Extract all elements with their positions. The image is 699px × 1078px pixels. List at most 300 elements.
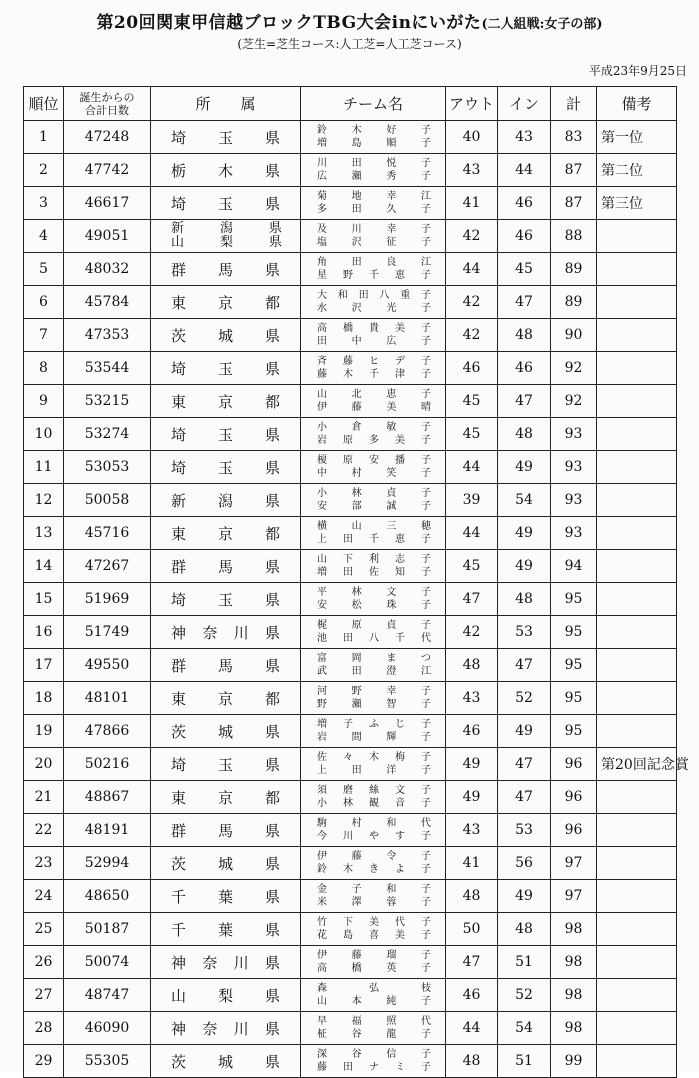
in-score-cell: 56 [498,847,551,880]
team-cell [301,649,446,682]
team-member-name: 金子和子 [317,884,431,895]
team-member-name: 榎原安播子 [317,455,431,466]
remark-cell [597,1045,677,1078]
rank-cell: 13 [24,517,64,550]
affiliation-cell: 神奈川県 [151,1012,301,1045]
rank-cell: 18 [24,682,64,715]
total-score-cell: 87 [551,187,597,220]
team-member-name: 伊藤美晴 [317,402,431,413]
table-row [24,352,677,385]
remark-cell [597,286,677,319]
header-in: イン [498,87,551,121]
team-member-name: 藤木千津子 [317,369,431,380]
in-score-cell: 48 [498,583,551,616]
affiliation-cell: 神奈川県 [151,616,301,649]
team-member-name: 今川やす子 [317,831,431,842]
title-sub: (二人組戦:女子の部) [481,17,603,32]
out-score-cell: 48 [446,649,498,682]
team-member-name: 岩原多美子 [317,435,431,446]
birth-days-cell: 45716 [64,517,151,550]
team-member-name: 駒村和代 [317,818,431,829]
total-score-cell: 96 [551,814,597,847]
team-member-name: 武田澄江 [317,666,431,677]
team-member-name: 増子ふじ子 [317,719,431,730]
rank-cell: 16 [24,616,64,649]
team-member-name: 平林文子 [317,587,431,598]
team-member-name: 花島喜美子 [317,930,431,941]
affiliation-cell: 新潟県 [151,484,301,517]
in-score-cell: 47 [498,649,551,682]
out-score-cell: 46 [446,352,498,385]
total-score-cell: 90 [551,319,597,352]
out-score-cell: 41 [446,847,498,880]
remark-cell [597,583,677,616]
out-score-cell: 47 [446,946,498,979]
results-body [24,121,689,1078]
team-member-name: 須磨絲文子 [317,785,431,796]
team-member-name: 柾谷龍子 [317,1029,431,1040]
remark-cell [597,880,677,913]
remark-cell [597,550,677,583]
birth-days-cell: 53053 [64,451,151,484]
out-score-cell: 42 [446,286,498,319]
remark-cell: 第20回記念賞 [597,748,677,781]
table-row [24,814,677,847]
birth-days-cell: 50074 [64,946,151,979]
birth-days-cell: 53274 [64,418,151,451]
remark-cell [597,451,677,484]
team-cell [301,583,446,616]
team-member-name: 中村笑子 [317,468,431,479]
in-score-cell: 54 [498,484,551,517]
in-score-cell: 43 [498,121,551,154]
out-score-cell: 42 [446,319,498,352]
total-score-cell: 87 [551,154,597,187]
table-row [24,781,677,814]
remark-cell [597,352,677,385]
affiliation-cell: 群馬県 [151,814,301,847]
total-score-cell: 98 [551,946,597,979]
rank-cell: 5 [24,253,64,286]
team-cell [301,880,446,913]
affiliation-cell: 東京都 [151,385,301,418]
remark-cell [597,319,677,352]
total-score-cell: 88 [551,220,597,253]
total-score-cell: 95 [551,616,597,649]
team-cell [301,1012,446,1045]
team-member-name: 田中広子 [317,336,431,347]
event-date: 平成23年9月25日 [588,64,687,78]
birth-days-cell: 48032 [64,253,151,286]
birth-days-cell: 51969 [64,583,151,616]
total-score-cell: 93 [551,451,597,484]
affiliation-cell: 茨城県 [151,319,301,352]
total-score-cell: 93 [551,418,597,451]
affiliation-cell: 群馬県 [151,550,301,583]
in-score-cell: 52 [498,682,551,715]
header-birth-line1: 誕生からの [79,90,135,104]
course-note: (芝生=芝生コース:人工芝=人工芝コース) [237,37,462,51]
remark-cell [597,715,677,748]
out-score-cell: 46 [446,979,498,1012]
team-member-name: 安部誠子 [317,501,431,512]
birth-days-cell: 48101 [64,682,151,715]
table-row [24,1045,677,1078]
remark-cell: 第三位 [597,187,677,220]
birth-days-cell: 46617 [64,187,151,220]
in-score-cell: 47 [498,748,551,781]
rank-cell: 4 [24,220,64,253]
table-row [24,715,677,748]
document-title [0,8,699,33]
out-score-cell: 47 [446,583,498,616]
team-member-name: 山北恵子 [317,389,431,400]
birth-days-cell: 50187 [64,913,151,946]
team-member-name: 山下利志子 [317,554,431,565]
team-cell [301,979,446,1012]
in-score-cell: 53 [498,616,551,649]
affiliation-cell: 東京都 [151,286,301,319]
remark-cell: 第二位 [597,154,677,187]
table-row [24,451,677,484]
title-main: 第20回関東甲信越ブロックTBG大会inにいがた [96,13,482,33]
team-cell [301,253,446,286]
team-member-name: 山本純子 [317,996,431,1007]
rank-cell: 7 [24,319,64,352]
table-row [24,517,677,550]
remark-cell [597,814,677,847]
team-cell [301,385,446,418]
total-score-cell: 95 [551,583,597,616]
affiliation-cell: 茨城県 [151,1045,301,1078]
team-cell [301,781,446,814]
team-cell [301,682,446,715]
out-score-cell: 45 [446,550,498,583]
in-score-cell: 48 [498,418,551,451]
affiliation-cell: 埼玉県 [151,451,301,484]
rank-cell: 21 [24,781,64,814]
table-row [24,418,677,451]
team-cell [301,517,446,550]
table-row [24,121,677,154]
team-member-name: 星野千恵子 [317,270,431,281]
affiliation-cell: 茨城県 [151,847,301,880]
team-member-name: 池田八千代 [317,633,431,644]
birth-days-cell: 53544 [64,352,151,385]
table-row [24,946,677,979]
table-row [24,616,677,649]
total-score-cell: 95 [551,715,597,748]
in-score-cell: 49 [498,451,551,484]
affiliation-name: 新潟県 [171,221,282,236]
affiliation-cell: 栃木県 [151,154,301,187]
rank-cell: 24 [24,880,64,913]
out-score-cell: 43 [446,814,498,847]
out-score-cell: 44 [446,451,498,484]
rank-cell: 11 [24,451,64,484]
header-total: 計 [551,87,597,121]
table-row [24,319,677,352]
team-member-name: 伊藤令子 [317,851,431,862]
team-cell [301,121,446,154]
table-row [24,385,677,418]
birth-days-cell: 46090 [64,1012,151,1045]
total-score-cell: 83 [551,121,597,154]
remark-cell [597,517,677,550]
out-score-cell: 42 [446,220,498,253]
rank-cell: 27 [24,979,64,1012]
results-table [23,86,689,1078]
birth-days-cell: 47866 [64,715,151,748]
header-team: チーム名 [301,87,446,121]
table-row [24,286,677,319]
in-score-cell: 49 [498,550,551,583]
header-out: アウト [446,87,498,121]
header-birth-line2: 合計日数 [85,103,129,117]
total-score-cell: 95 [551,649,597,682]
remark-cell [597,1012,677,1045]
rank-cell: 8 [24,352,64,385]
team-member-name: 塩沢征子 [317,237,431,248]
team-member-name: 鈴木きよ子 [317,864,431,875]
team-member-name: 上田千恵子 [317,534,431,545]
in-score-cell: 54 [498,1012,551,1045]
remark-cell [597,484,677,517]
table-row [24,1012,677,1045]
team-member-name: 大和田八重子 [317,290,431,301]
table-row [24,913,677,946]
out-score-cell: 42 [446,616,498,649]
out-score-cell: 45 [446,385,498,418]
rank-cell: 1 [24,121,64,154]
total-score-cell: 93 [551,517,597,550]
out-score-cell: 43 [446,682,498,715]
birth-days-cell: 49550 [64,649,151,682]
in-score-cell: 48 [498,319,551,352]
team-cell [301,154,446,187]
in-score-cell: 51 [498,1045,551,1078]
birth-days-cell: 55305 [64,1045,151,1078]
table-row [24,880,677,913]
rank-cell: 17 [24,649,64,682]
team-member-name: 竹下美代子 [317,917,431,928]
rank-cell: 3 [24,187,64,220]
team-cell [301,814,446,847]
table-row [24,748,677,781]
affiliation-cell: 埼玉県 [151,418,301,451]
team-cell [301,616,446,649]
total-score-cell: 89 [551,286,597,319]
team-member-name: 菊地幸江 [317,191,431,202]
rank-cell: 22 [24,814,64,847]
in-score-cell: 52 [498,979,551,1012]
affiliation-cell: 東京都 [151,781,301,814]
team-cell [301,319,446,352]
total-score-cell: 96 [551,748,597,781]
in-score-cell: 48 [498,913,551,946]
in-score-cell: 45 [498,253,551,286]
affiliation-cell: 神奈川県 [151,946,301,979]
birth-days-cell: 53215 [64,385,151,418]
team-cell [301,352,446,385]
rank-cell: 2 [24,154,64,187]
remark-cell [597,418,677,451]
affiliation-cell: 群馬県 [151,253,301,286]
team-member-name: 米澤蓉子 [317,897,431,908]
in-score-cell: 44 [498,154,551,187]
rank-cell: 26 [24,946,64,979]
in-score-cell: 46 [498,220,551,253]
total-score-cell: 92 [551,352,597,385]
team-cell [301,484,446,517]
remark-cell [597,946,677,979]
table-row [24,847,677,880]
affiliation-cell: 埼玉県 [151,352,301,385]
header-birth-days [64,87,151,121]
team-member-name: 小林貞子 [317,488,431,499]
rank-cell: 19 [24,715,64,748]
total-score-cell: 92 [551,385,597,418]
table-row [24,583,677,616]
rank-cell: 28 [24,1012,64,1045]
header-affiliation: 所 属 [151,87,301,121]
remark-cell [597,616,677,649]
team-cell [301,847,446,880]
team-member-name: 増島順子 [317,138,431,149]
team-cell [301,946,446,979]
remark-cell [597,781,677,814]
birth-days-cell: 50216 [64,748,151,781]
in-score-cell: 46 [498,187,551,220]
team-cell [301,418,446,451]
affiliation-cell: 茨城県 [151,715,301,748]
out-score-cell: 48 [446,880,498,913]
header-row [24,87,677,121]
affiliation-cell: 千葉県 [151,913,301,946]
team-member-name: 小倉敏子 [317,422,431,433]
affiliation-cell: 埼玉県 [151,121,301,154]
total-score-cell: 96 [551,781,597,814]
birth-days-cell: 48867 [64,781,151,814]
out-score-cell: 44 [446,517,498,550]
out-score-cell: 49 [446,748,498,781]
out-score-cell: 41 [446,187,498,220]
header-remark: 備考 [597,87,677,121]
team-cell [301,286,446,319]
remark-cell [597,649,677,682]
table-row [24,220,677,253]
out-score-cell: 50 [446,913,498,946]
total-score-cell: 93 [551,484,597,517]
team-member-name: 川田悦子 [317,158,431,169]
birth-days-cell: 52994 [64,847,151,880]
total-score-cell: 99 [551,1045,597,1078]
in-score-cell: 46 [498,352,551,385]
team-member-name: 横山三穂 [317,521,431,532]
table-row [24,154,677,187]
out-score-cell: 48 [446,1045,498,1078]
team-cell [301,1045,446,1078]
team-member-name: 上田洋子 [317,765,431,776]
total-score-cell: 98 [551,1012,597,1045]
affiliation-cell: 山梨県 [151,979,301,1012]
affiliation-cell [151,220,301,253]
team-cell [301,451,446,484]
header-rank: 順位 [24,87,64,121]
in-score-cell: 47 [498,286,551,319]
table-row [24,649,677,682]
affiliation-cell: 東京都 [151,517,301,550]
in-score-cell: 49 [498,715,551,748]
team-member-name: 早福照代 [317,1016,431,1027]
birth-days-cell: 47353 [64,319,151,352]
team-cell [301,748,446,781]
affiliation-cell: 埼玉県 [151,187,301,220]
team-member-name: 小林観音子 [317,798,431,809]
affiliation-cell: 群馬県 [151,649,301,682]
team-cell [301,187,446,220]
remark-cell [597,385,677,418]
affiliation-cell: 千葉県 [151,880,301,913]
team-member-name: 佐々木梅子 [317,752,431,763]
team-member-name: 鈴木好子 [317,125,431,136]
out-score-cell: 39 [446,484,498,517]
team-member-name: 角田良江 [317,257,431,268]
rank-cell: 9 [24,385,64,418]
in-score-cell: 49 [498,517,551,550]
in-score-cell: 47 [498,781,551,814]
team-member-name: 多田久子 [317,204,431,215]
team-member-name: 梶原貞子 [317,620,431,631]
rank-cell: 14 [24,550,64,583]
birth-days-cell: 47742 [64,154,151,187]
rank-cell: 10 [24,418,64,451]
rank-cell: 20 [24,748,64,781]
remark-cell [597,979,677,1012]
total-score-cell: 97 [551,847,597,880]
in-score-cell: 47 [498,385,551,418]
team-member-name: 森弘枝 [317,983,431,994]
remark-cell [597,682,677,715]
total-score-cell: 98 [551,913,597,946]
rank-cell: 23 [24,847,64,880]
birth-days-cell: 51749 [64,616,151,649]
table-row [24,484,677,517]
team-member-name: 伊藤瑠子 [317,950,431,961]
rank-cell: 15 [24,583,64,616]
birth-days-cell: 50058 [64,484,151,517]
total-score-cell: 97 [551,880,597,913]
birth-days-cell: 47267 [64,550,151,583]
table-row [24,253,677,286]
birth-days-cell: 45784 [64,286,151,319]
rank-cell: 12 [24,484,64,517]
out-score-cell: 45 [446,418,498,451]
in-score-cell: 49 [498,880,551,913]
birth-days-cell: 48747 [64,979,151,1012]
team-cell [301,550,446,583]
team-member-name: 安松珠子 [317,600,431,611]
team-member-name: 及川幸子 [317,224,431,235]
out-score-cell: 49 [446,781,498,814]
team-member-name: 野瀬智子 [317,699,431,710]
team-member-name: 深谷信子 [317,1049,431,1060]
total-score-cell: 94 [551,550,597,583]
rank-cell: 25 [24,913,64,946]
team-member-name: 富岡まつ [317,653,431,664]
team-cell [301,220,446,253]
team-member-name: 藤田ナミ子 [317,1062,431,1073]
